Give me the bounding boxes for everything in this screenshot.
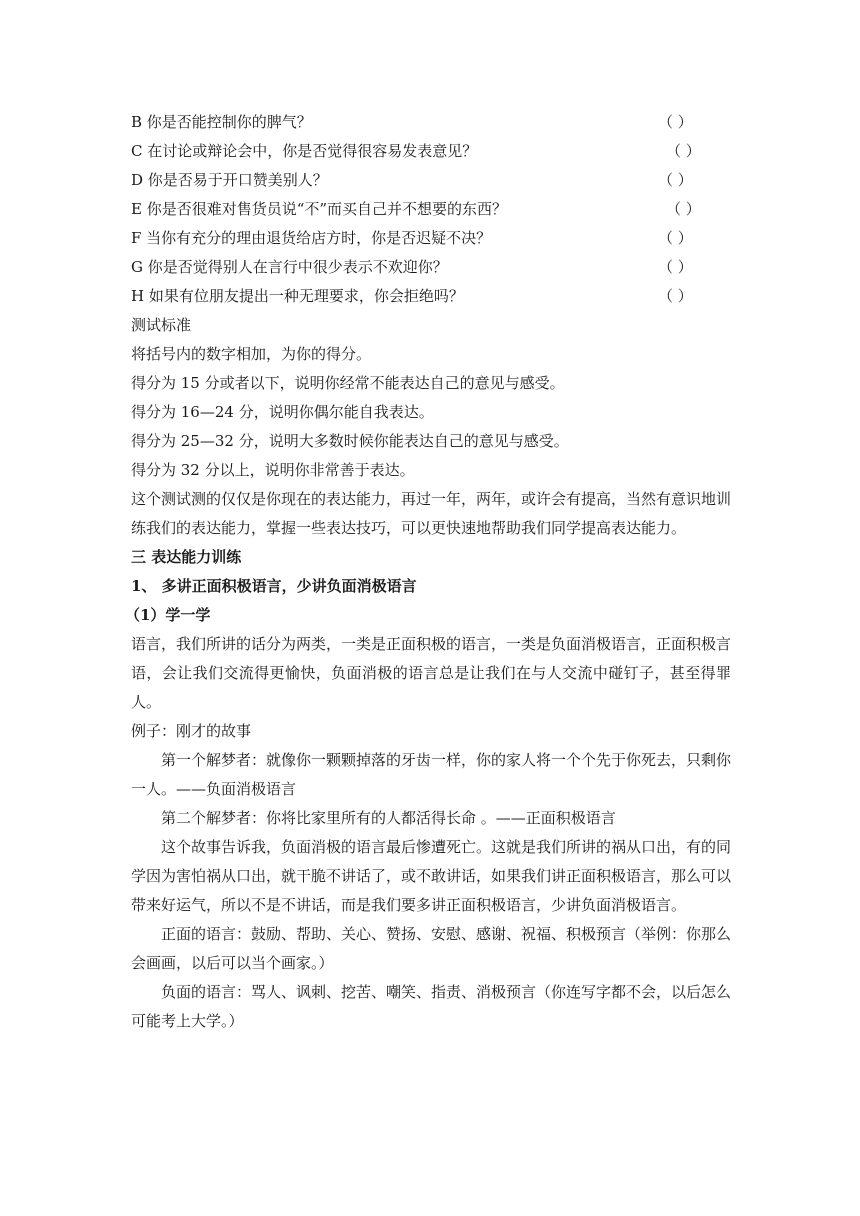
subsection-label: （1）学一学: [125, 606, 211, 624]
question-text: C 在讨论或辩论会中，你是否觉得很容易发表意见？: [131, 142, 478, 160]
question-e: [131, 195, 731, 224]
criteria-heading: 测试标准: [131, 316, 192, 334]
answer-paren: （ ）: [658, 258, 693, 276]
question-b: [131, 108, 731, 137]
answer-paren: （ ）: [666, 142, 701, 160]
intro-paragraph: 语言，我们所讲的话分为两类，一类是正面积极的语言，一类是负面消极语言，正面积极言语，会让我们交流得更愉快，负面消极的语言总是让我们在与人交流中碰钉子，甚至得罪人。: [131, 635, 732, 711]
answer-paren: （ ）: [666, 200, 701, 218]
section-heading: 三 表达能力训练: [131, 548, 242, 566]
dream-interpreter-2: 第二个解梦者：你将比家里所有的人都活得长命 。——正面积极语言: [161, 809, 616, 827]
question-text: G 你是否觉得别人在言行中很少表示不欢迎你？: [131, 258, 448, 276]
criteria-line: 得分为 15 分或者以下，说明你经常不能表达自己的意见与感受。: [131, 374, 565, 392]
criteria-summary: 这个测试测的仅仅是你现在的表达能力，再过一年，两年，或许会有提高，当然有意识地训练我们的表达能力，掌握一些表达技巧，可以更快速地帮助我们同学提高表达能力。: [131, 490, 732, 537]
subsection-heading: 1、 多讲正面积极语言，少讲负面消极语言: [131, 577, 417, 595]
criteria-line: 将括号内的数字相加，为你的得分。: [131, 345, 372, 363]
answer-paren: （ ）: [658, 287, 693, 305]
negative-language: 负面的语言：骂人、讽刺、挖苦、嘲笑、指责、消极预言（你连写字都不会，以后怎么可能考上大学。）: [131, 983, 732, 1030]
criteria-line: 得分为 25—32 分，说明大多数时候你能表达自己的意见与感受。: [131, 432, 569, 450]
question-c: [131, 137, 731, 166]
positive-language: 正面的语言：鼓励、帮助、关心、赞扬、安慰、感谢、祝福、积极预言（举例：你那么会画画，以后可以当个画家。）: [131, 925, 732, 972]
criteria-line: 得分为 32 分以上，说明你非常善于表达。: [131, 461, 415, 479]
question-f: [131, 224, 731, 253]
question-h: [131, 282, 731, 311]
example-label: 例子：刚才的故事: [131, 722, 252, 740]
answer-paren: （ ）: [658, 113, 693, 131]
dream-interpreter-1: 第一个解梦者：就像你一颗颗掉落的牙齿一样，你的家人将一个个先于你死去，只剩你一人。——负面消极语言: [131, 751, 732, 798]
question-text: H 如果有位朋友提出一种无理要求，你会拒绝吗？: [131, 287, 464, 305]
answer-paren: （ ）: [658, 171, 693, 189]
question-text: E 你是否很难对售货员说“不”而买自己并不想要的东西？: [131, 200, 508, 218]
question-text: D 你是否易于开口赞美别人？: [131, 171, 328, 189]
document-content: [125, 108, 732, 1036]
question-text: B 你是否能控制你的脾气？: [131, 113, 312, 131]
story-lesson: 这个故事告诉我，负面消极的语言最后惨遭死亡。这就是我们所讲的祸从口出，有的同学因为害怕祸从口出，就干脆不讲话了，或不敢讲话，如果我们讲正面积极语言，那么可以带来好运气，所以不是不讲话，而是我们要多讲正面积极语言，少讲负面消极语言。: [131, 838, 732, 914]
criteria-line: 得分为 16—24 分，说明你偶尔能自我表达。: [131, 403, 434, 421]
question-d: [131, 166, 731, 195]
question-text: F 当你有充分的理由退货给店方时，你是否迟疑不决？: [131, 229, 492, 247]
question-g: [131, 253, 731, 282]
answer-paren: （ ）: [658, 229, 693, 247]
